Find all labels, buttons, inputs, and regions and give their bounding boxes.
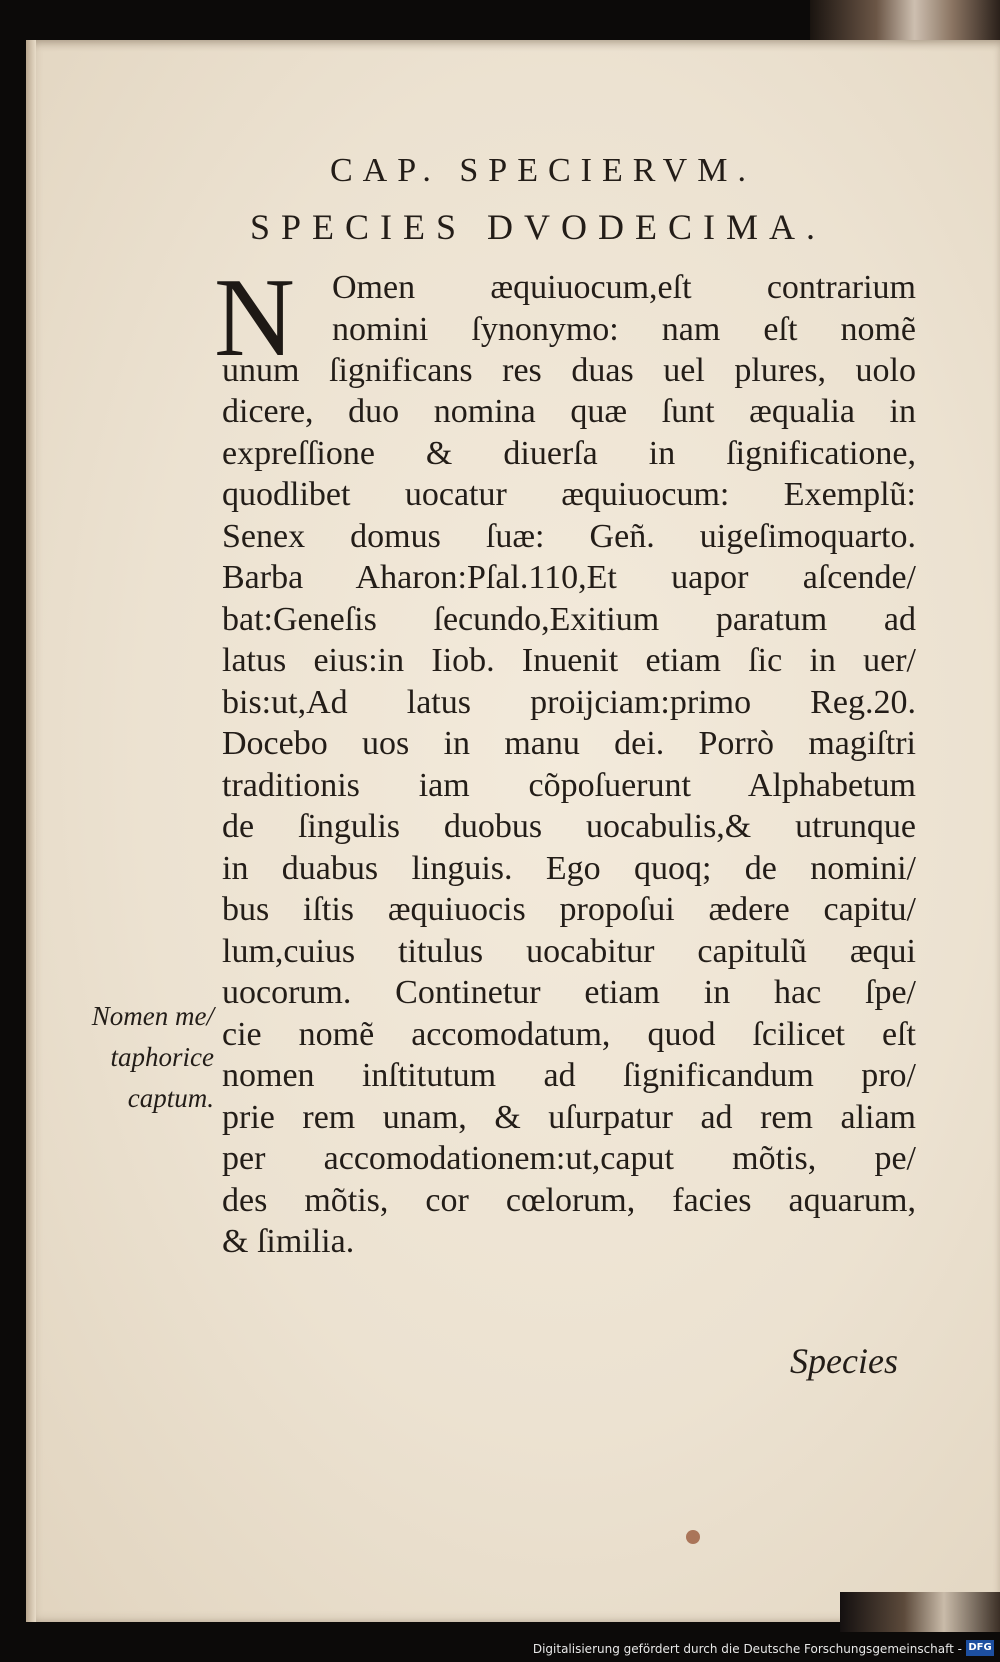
margin-note-line: Nomen me/ xyxy=(91,1001,214,1031)
text-line: Docebo uos in manu dei. Porrò magiſtri xyxy=(222,725,916,762)
text-line: traditionis iam cõpoſuerunt Alphabetum xyxy=(222,767,916,804)
text-line: per accomodationem:ut,caput mõtis, pe/ xyxy=(222,1140,916,1177)
ink-stain xyxy=(686,1530,700,1544)
text-line: lum,cuius titulus uocabitur capitulũ æqui xyxy=(222,933,916,970)
page-gutter-edge xyxy=(26,40,36,1622)
text-line: nomini ſynonymo: nam eſt nomẽ xyxy=(332,311,916,348)
text-line: des mõtis, cor cœlorum, facies aquarum, xyxy=(222,1182,916,1219)
text-line: bus iſtis æquiuocis propoſui ædere capitu/ xyxy=(222,891,916,928)
text-line: cie nomẽ accomodatum, quod ſcilicet eſt xyxy=(222,1016,916,1053)
text-line: uocorum. Continetur etiam in hac ſpe/ xyxy=(222,974,916,1011)
text-line: Barba Aharon:Pſal.110,Et uapor aſcende/ xyxy=(222,559,916,596)
text-line: nomen inſtitutum ad ſignificandum pro/ xyxy=(222,1057,916,1094)
digitization-credit: Digitalisierung gefördert durch die Deutsche Forschungsgemeinschaft - xyxy=(532,1642,962,1656)
running-head: CAP. SPECIERVM. xyxy=(330,152,756,189)
text-line: Omen æquiuocum,eſt contrarium xyxy=(332,269,916,306)
text-line: bat:Geneſis ſecundo,Exitium paratum ad xyxy=(222,601,916,638)
drop-cap-initial: N xyxy=(214,256,295,380)
dfg-logo: DFG xyxy=(966,1640,994,1656)
text-line: dicere, duo nomina quæ ſunt æqualia in xyxy=(222,393,916,430)
margin-note-line: taphorice xyxy=(110,1042,214,1072)
text-line: in duabus linguis. Ego quoq; de nomini/ xyxy=(222,850,916,887)
text-line: unum ſignificans res duas uel plures, uolo xyxy=(222,352,916,389)
text-line: latus eius:in Iiob. Inuenit etiam ſic in uer/ xyxy=(222,642,916,679)
text-line: expreſſione & diuerſa in ſignificatione, xyxy=(222,435,916,472)
catchword: Species xyxy=(790,1341,898,1381)
text-line: & ſimilia. xyxy=(222,1223,355,1260)
margin-note-line: captum. xyxy=(127,1083,214,1113)
text-line: quodlibet uocatur æquiuocum: Exemplũ: xyxy=(222,476,916,513)
text-line: Senex domus ſuæ: Geñ. uigeſimoquarto. xyxy=(222,518,916,555)
text-line: bis:ut,Ad latus proijciam:primo Reg.20. xyxy=(222,684,916,721)
book-cover-corner-top xyxy=(810,0,1000,44)
book-cover-corner-bottom xyxy=(840,1592,1000,1632)
text-line: prie rem unam, & uſurpatur ad rem aliam xyxy=(222,1099,916,1136)
text-line: de ſingulis duobus uocabulis,& utrunque xyxy=(222,808,916,845)
chapter-title: SPECIES DVODECIMA. xyxy=(250,207,827,247)
